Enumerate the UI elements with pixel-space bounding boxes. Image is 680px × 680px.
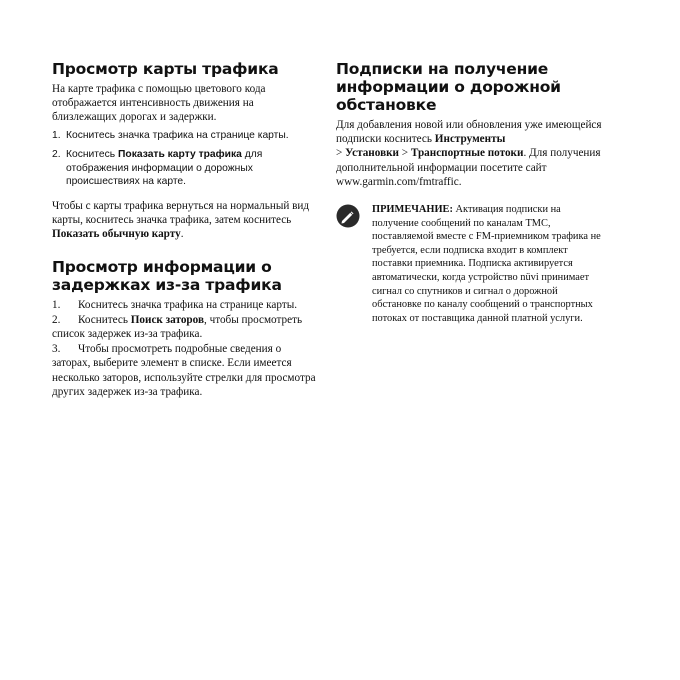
right-column [336,60,606,325]
note-body: Активация подписки на получение сообщений по каналам TMC, поставляемой вместе с FM-приемником трафика не требуется, если подписка входит в комплект поставки приемника. Подписка активируется автоматически, когда устройство nüvi принимает сигнал со спутников и сигнал о дорожной обстановке по каналу сообщений о транспортных потоках от поставщика данной платной услуги. [372,204,601,324]
note-pen-icon [336,204,360,228]
menu-settings: Установки [345,147,399,160]
para-text-end: . Для получения дополнительной информации посетите сайт www.garmin.com/fmtraffic. [336,147,601,188]
separator: > [336,147,346,160]
para-end: . [180,228,184,241]
left-column [52,60,320,400]
note-label: ПРИМЕЧАНИЕ: [372,204,453,216]
note-block [336,203,606,325]
step-item [52,148,320,189]
step-text-after: , чтобы просмотреть список задержек из-за трафика. [52,313,303,340]
menu-tools: Инструменты [434,133,506,146]
step-text-before: Коснитесь [66,149,119,161]
step-item [52,342,320,399]
step-text-bold: Показать карту трафика [118,149,242,161]
step-text: Коснитесь значка трафика на странице карты. [66,129,289,141]
step-number: 3. [52,343,61,356]
step-text-after: для отображения информации о дорожных происшествиях на карте. [66,149,263,188]
step-number: 2. [52,149,61,161]
step-item [52,298,320,312]
para-bold: Показать обычную карту [52,228,181,241]
para-text: Чтобы с карты трафика вернуться на нормальный вид карты, коснитесь значка трафика, затем коснитесь [52,199,310,227]
step-text-before: Коснитесь [78,313,131,326]
step-number: 1. [52,129,61,141]
return-normal-map-para [52,199,320,242]
step-text: Коснитесь значка трафика на странице карты. [78,298,298,311]
subscriptions-heading: Подписки на получение информации о дорожной обстановке [336,60,561,114]
step-text-bold: Поиск заторов [130,313,204,326]
note-text [372,203,606,325]
step-number: 2. [52,313,61,326]
traffic-delays-steps [52,298,320,399]
subscriptions-para [336,118,606,189]
menu-traffic: Транспортные потоки [410,147,524,160]
step-item [52,129,320,143]
traffic-delays-heading: Просмотр информации о задержках из-за трафика [52,257,282,294]
traffic-map-heading: Просмотр карты трафика [52,60,279,78]
step-number: 1. [52,298,61,311]
step-text: Чтобы просмотреть подробные сведения о заторах, выберите элемент в списке. Если имеется несколько заторов, используйте стрелки для просмотра других задержек из-за трафика. [52,343,316,398]
traffic-map-steps [52,129,320,189]
para-text: Для добавления новой или обновления уже имеющейся подписки коснитесь [336,119,602,146]
step-item [52,313,320,341]
traffic-map-intro: На карте трафика с помощью цветового кода отображается интенсивность движения на близлежащих дорогах и задержки. [52,83,266,124]
separator: > [399,147,411,160]
